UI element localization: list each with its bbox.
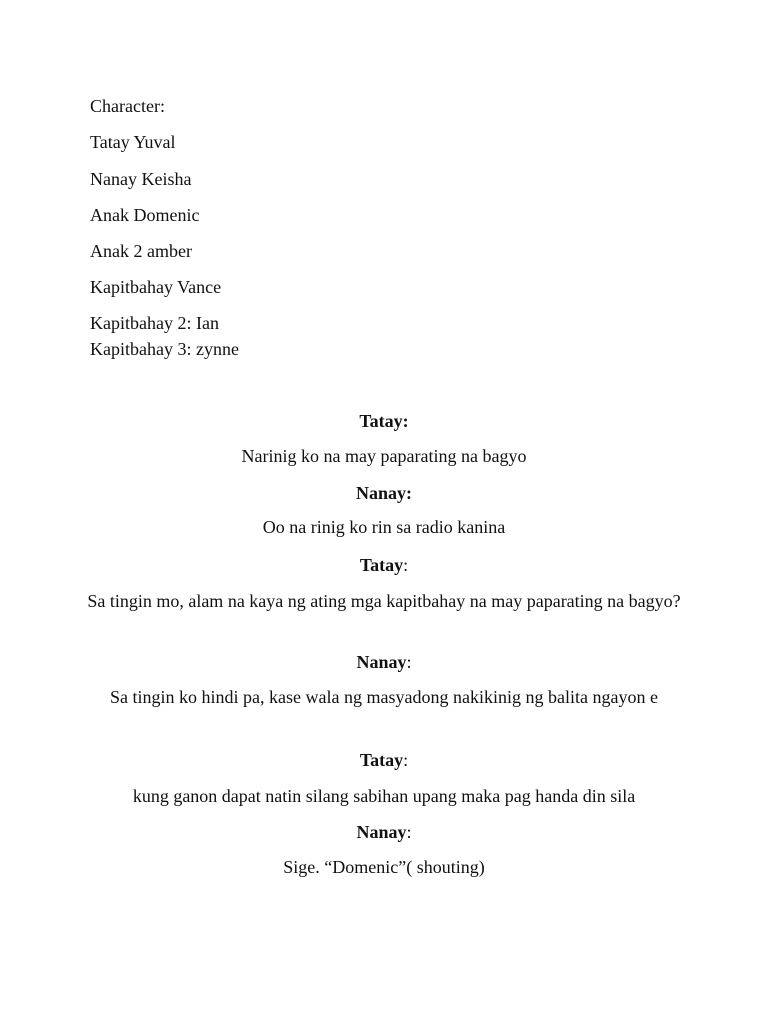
speaker-tag xyxy=(0,554,768,576)
dialogue-line: Sa tingin ko hindi pa, kase wala ng masyadong nakikinig ng balita ngayon e xyxy=(110,687,658,707)
dialogue-line: kung ganon dapat natin silang sabihan upang maka pag handa din sila xyxy=(132,786,636,806)
character-item: Kapitbahay 2: Ian xyxy=(90,313,219,333)
dialogue-line: Oo na rinig ko rin sa radio kanina xyxy=(262,517,506,537)
character-heading: Character: xyxy=(90,96,165,116)
speaker-colon: : xyxy=(402,411,409,431)
speaker-tag xyxy=(0,749,768,771)
speaker-colon: : xyxy=(406,483,412,503)
speaker-name: Tatay xyxy=(359,411,403,431)
character-item: Tatay Yuval xyxy=(90,132,176,152)
speaker-tag xyxy=(0,482,768,504)
speaker-colon: : xyxy=(403,555,409,575)
dialogue-line: Sige. “Domenic”( shouting) xyxy=(283,857,485,877)
speaker-colon: : xyxy=(406,822,412,842)
speaker-name: Nanay xyxy=(355,483,406,503)
speaker-name: Tatay xyxy=(359,750,404,770)
character-item: Kapitbahay 3: zynne xyxy=(90,339,239,359)
speaker-colon: : xyxy=(403,750,409,770)
dialogue-line: Narinig ko na may paparating na bagyo xyxy=(241,446,527,466)
speaker-tag xyxy=(0,651,768,673)
dialogue-line: Sa tingin mo, alam na kaya ng ating mga kapitbahay na may paparating na bagyo? xyxy=(87,591,681,611)
speaker-name: Nanay xyxy=(356,822,407,842)
speaker-name: Nanay xyxy=(356,652,407,672)
speaker-tag xyxy=(0,410,768,432)
speaker-tag xyxy=(0,821,768,843)
speaker-name: Tatay xyxy=(359,555,404,575)
character-item: Anak 2 amber xyxy=(90,241,192,261)
character-item: Anak Domenic xyxy=(90,205,200,225)
character-item: Nanay Keisha xyxy=(90,169,192,189)
character-item: Kapitbahay Vance xyxy=(90,277,222,297)
speaker-colon: : xyxy=(406,652,412,672)
